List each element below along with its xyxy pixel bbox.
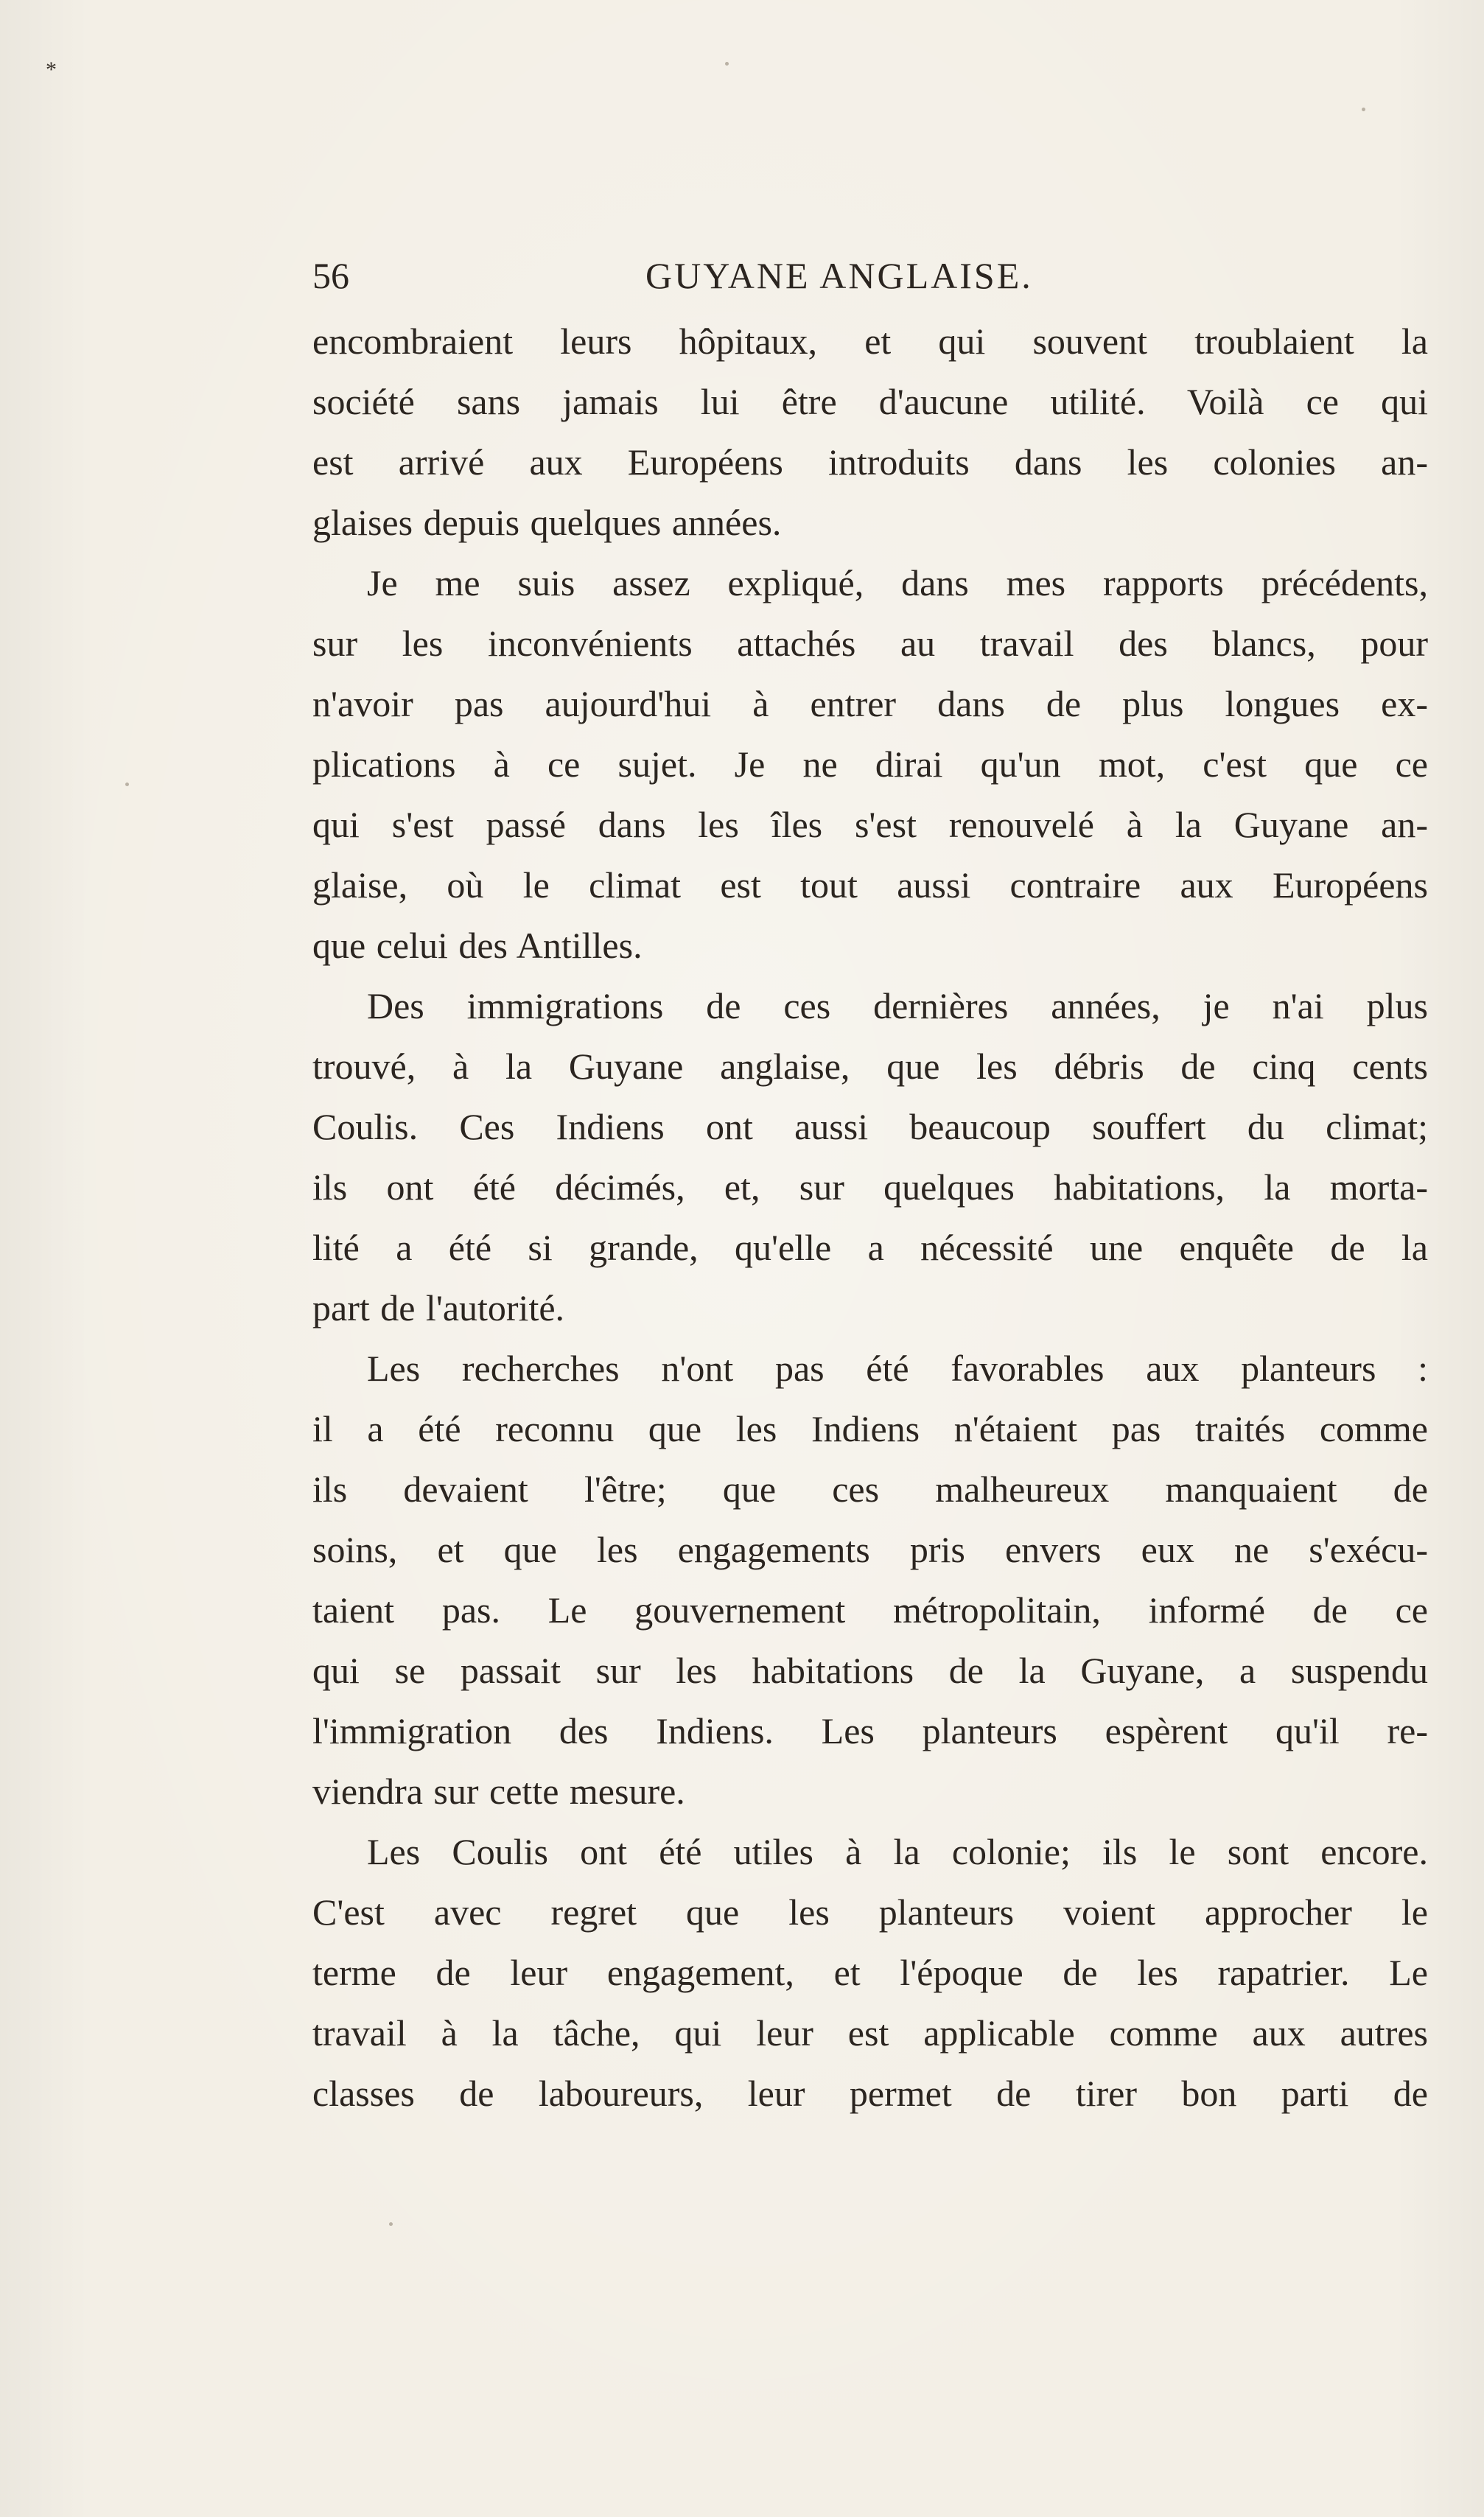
text-line: n'avoir pas aujourd'hui à entrer dans de plus longues ex- xyxy=(312,683,1428,724)
text-line: qui se passait sur les habitations de la Guyane, a suspendu xyxy=(312,1650,1428,1691)
text-line: plications à ce sujet. Je ne dirai qu'un mot, c'est que ce xyxy=(312,743,1428,785)
text-line: trouvé, à la Guyane anglaise, que les débris de cinq cents xyxy=(312,1046,1428,1087)
page-number: 56 xyxy=(312,255,349,296)
text-line: taient pas. Le gouvernement métropolitain, informé de ce xyxy=(312,1589,1428,1631)
text-line: lité a été si grande, qu'elle a nécessité une enquête de la xyxy=(312,1227,1428,1268)
text-line: société sans jamais lui être d'aucune utilité. Voilà ce qui xyxy=(312,381,1428,422)
text-line: part de l'autorité. xyxy=(312,1287,565,1328)
text-line: ils devaient l'être; que ces malheureux manquaient de xyxy=(312,1468,1428,1510)
text-line: C'est avec regret que les planteurs voient approcher le xyxy=(312,1891,1428,1933)
text-line: travail à la tâche, qui leur est applicable comme aux autres xyxy=(312,2012,1428,2054)
text-line: que celui des Antilles. xyxy=(312,925,643,966)
paper-speck xyxy=(1362,108,1365,111)
running-head: GUYANE ANGLAISE. xyxy=(645,255,1033,296)
text-line: est arrivé aux Européens introduits dans les colonies an- xyxy=(312,441,1428,483)
paper-speck xyxy=(725,62,729,66)
text-line: terme de leur engagement, et l'époque de les rapatrier. Le xyxy=(312,1952,1428,1993)
text-line: Les recherches n'ont pas été favorables aux planteurs : xyxy=(367,1348,1428,1389)
paper-speck xyxy=(125,783,129,786)
text-line: ils ont été décimés, et, sur quelques habitations, la morta- xyxy=(312,1166,1428,1208)
text-line: Je me suis assez expliqué, dans mes rapports précédents, xyxy=(367,562,1428,603)
text-line: viendra sur cette mesure. xyxy=(312,1771,685,1812)
body-text xyxy=(312,311,1428,2124)
text-line: glaises depuis quelques années. xyxy=(312,502,782,543)
text-line: Des immigrations de ces dernières années, je n'ai plus xyxy=(367,985,1428,1026)
corner-mark: * xyxy=(46,57,57,82)
text-line: soins, et que les engagements pris envers eux ne s'exécu- xyxy=(312,1529,1428,1570)
text-line: l'immigration des Indiens. Les planteurs espèrent qu'il re- xyxy=(312,1710,1428,1751)
text-line: qui s'est passé dans les îles s'est renouvelé à la Guyane an- xyxy=(312,804,1428,845)
text-line: Les Coulis ont été utiles à la colonie; ils le sont encore. xyxy=(367,1831,1428,1872)
text-line: il a été reconnu que les Indiens n'étaient pas traités comme xyxy=(312,1408,1428,1449)
text-line: encombraient leurs hôpitaux, et qui souvent troublaient la xyxy=(312,321,1428,362)
text-line: Coulis. Ces Indiens ont aussi beaucoup souffert du climat; xyxy=(312,1106,1428,1147)
text-line: sur les inconvénients attachés au travail des blancs, pour xyxy=(312,623,1428,664)
text-line: classes de laboureurs, leur permet de tirer bon parti de xyxy=(312,2073,1428,2114)
page-header xyxy=(312,249,1418,302)
paper-speck xyxy=(389,2222,393,2226)
text-line: glaise, où le climat est tout aussi contraire aux Européens xyxy=(312,864,1428,906)
